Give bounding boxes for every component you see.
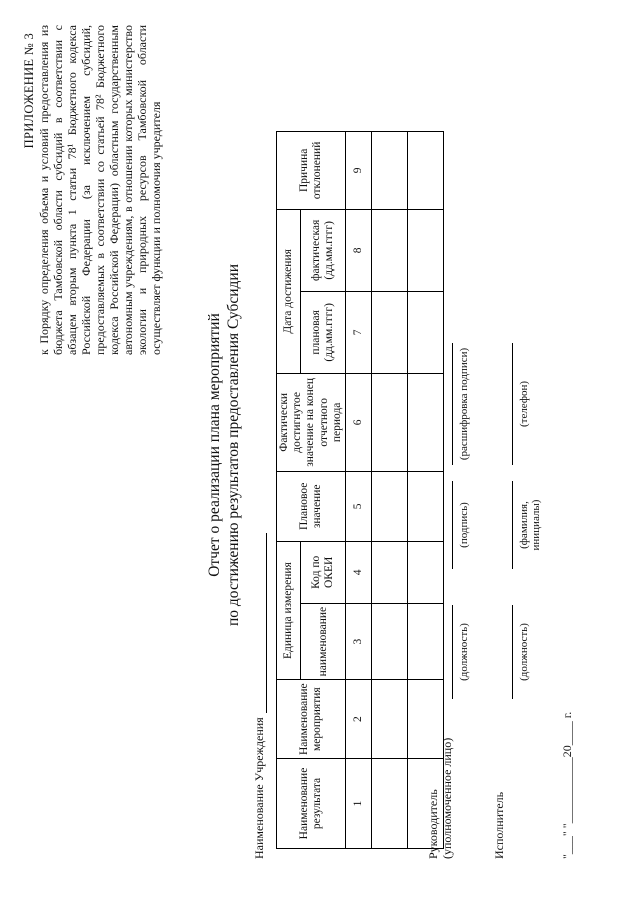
executor-name-caption: (фамилия, инициалы) (518, 499, 542, 551)
head-label: Руководитель (426, 789, 440, 859)
table-cell (372, 603, 408, 680)
table-cell (408, 541, 444, 603)
report-title-line1: Отчет о реализации плана мероприятий (206, 313, 223, 577)
head-decode-line (452, 343, 453, 465)
table-cell (408, 471, 444, 541)
column-number: 4 (346, 541, 372, 603)
column-number: 3 (346, 603, 372, 680)
header-okei: Код по ОКЕИ (301, 541, 346, 603)
column-number: 6 (346, 373, 372, 471)
header-unit: Единица измерения (277, 541, 301, 680)
head-position-line (452, 605, 453, 699)
table-cell (408, 603, 444, 680)
table-cell (372, 209, 408, 291)
column-number: 9 (346, 131, 372, 209)
column-number: 8 (346, 209, 372, 291)
table-cell (372, 373, 408, 471)
organization-field (252, 533, 267, 859)
date-line: "___" "___________20____ г. (560, 711, 574, 859)
table-cell (372, 541, 408, 603)
organization-line (254, 533, 267, 713)
executor-position-line (512, 605, 513, 699)
executor-label: Исполнитель (492, 791, 506, 859)
table-row (372, 131, 408, 848)
executor-name-line (512, 481, 513, 569)
table-cell (372, 291, 408, 373)
header-date: Дата достижения (277, 209, 301, 373)
header-unit-name: наименование (301, 603, 346, 680)
header-result: Наименование результата (277, 759, 346, 849)
column-number: 1 (346, 759, 372, 849)
table-cell (408, 209, 444, 291)
column-number: 2 (346, 680, 372, 759)
table-cell (372, 759, 408, 849)
organization-label: Наименование Учреждения (252, 717, 266, 859)
table-cell (372, 680, 408, 759)
executor-position-caption: (должность) (518, 623, 530, 681)
table-cell (408, 291, 444, 373)
column-number: 7 (346, 291, 372, 373)
report-title-line2: по достижению результатов предоставления Субсидии (224, 264, 242, 626)
column-number-row (346, 131, 372, 848)
position-caption: (должность) (458, 623, 470, 681)
header-actual-value: Фактически достигнутое значение на конец отчетного периода (277, 373, 346, 471)
appendix-heading: ПРИЛОЖЕНИЕ № 3 (22, 33, 36, 149)
table-row (408, 131, 444, 848)
executor-phone-line (512, 343, 513, 465)
header-measure: Наименование мероприятия (277, 680, 346, 759)
report-title (206, 25, 243, 865)
head-signature-line (452, 481, 453, 569)
header-plan-value: Плановое значение (277, 471, 346, 541)
appendix-text: к Порядку определения объема и условий предоставления из бюджета Тамбовской области субсидий в соответствии с абзацем вторым пункта 1 статьи 78¹ Бюджетного кодекса Российской Федерации (за исключением субсидий, предоставляемых в соответствии со статьей 78² Бюджетного кодекса Российской Федерации) областным государственным автономным учреждениям, в отношении которых министерство экологии и природных ресурсов Тамбовской области осуществляет функции и полномочия учредителя (36, 25, 163, 355)
table-cell (372, 471, 408, 541)
table-cell (408, 680, 444, 759)
phone-caption: (телефон) (518, 380, 530, 428)
table-cell (408, 131, 444, 209)
appendix-block (22, 25, 163, 865)
header-date-fact: фактическая (дд.мм.гггг) (301, 209, 346, 291)
column-number: 5 (346, 471, 372, 541)
table-cell (372, 131, 408, 209)
header-date-plan: плановая (дд.мм.гггг) (301, 291, 346, 373)
signature-caption: (подпись) (458, 502, 470, 548)
decode-caption: (расшифровка подписи) (458, 347, 470, 461)
report-table (276, 131, 444, 849)
head-sublabel: (уполномоченное лицо) (440, 737, 454, 859)
table-cell (408, 373, 444, 471)
header-reason: Причина отклонений (277, 131, 346, 209)
